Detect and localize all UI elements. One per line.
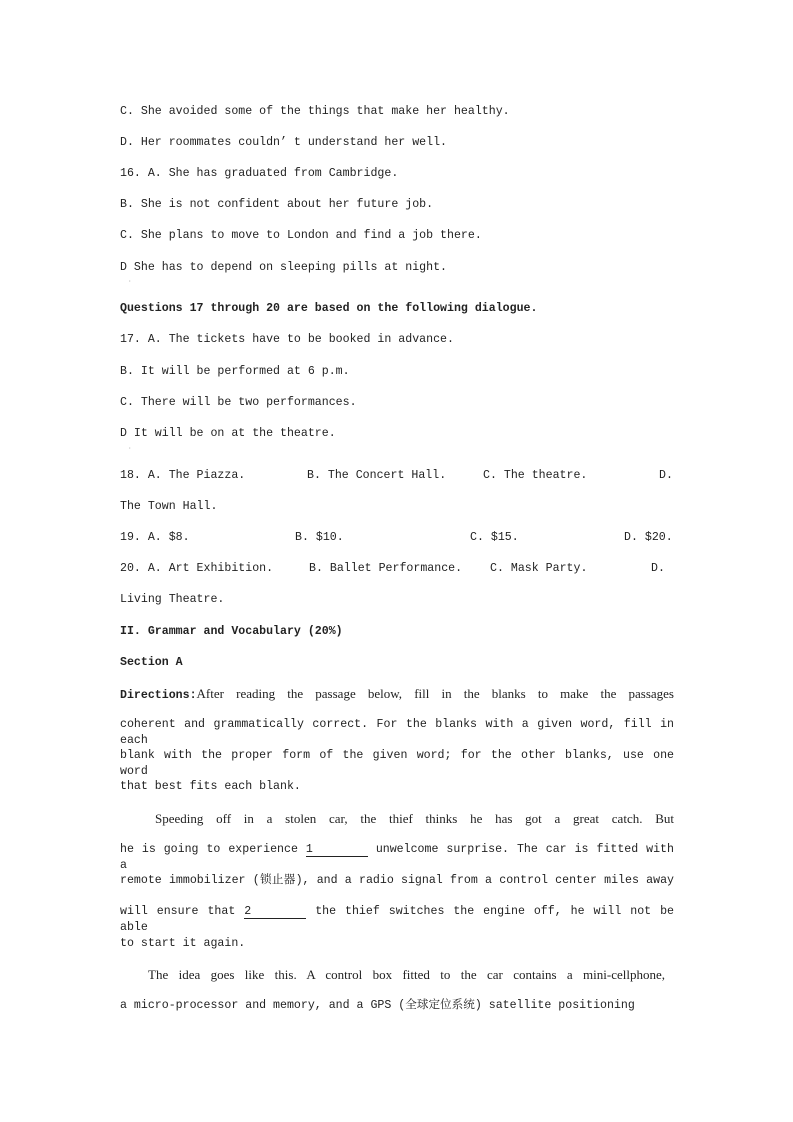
passage-line: remote immobilizer (锁止器), and a radio signal from a control center miles away — [120, 874, 674, 887]
part-heading: II. Grammar and Vocabulary (20%) — [120, 625, 343, 638]
option-17c: C. There will be two performances. — [120, 396, 357, 409]
option-18d: D. — [659, 469, 673, 482]
option-17d: D It will be on at the theatre. — [120, 427, 336, 440]
option-20a: 20. A. Art Exhibition. — [120, 562, 274, 575]
directions-line: coherent and grammatically correct. For the blanks with a given word, fill in each — [120, 718, 674, 747]
option-20b: B. Ballet Performance. — [309, 562, 463, 575]
passage-line: to start it again. — [120, 937, 246, 950]
option-18c: C. The theatre. — [483, 469, 588, 482]
directions-label: Directions: — [120, 689, 197, 702]
option-15d: D. Her roommates couldn’ t understand her well. — [120, 136, 447, 149]
directions-line: Directions:After reading the passage below, fill in the blanks to make the passages — [120, 686, 674, 702]
passage-line: he is going to experience 1 unwelcome surprise. The car is fitted with a — [120, 843, 674, 872]
passage-line: a micro-processor and memory, and a GPS (全球定位系统) satellite positioning — [120, 999, 635, 1012]
passage-line: will ensure that 2 the thief switches the engine off, he will not be able — [120, 905, 674, 934]
option-19b: B. $10. — [295, 531, 344, 544]
option-15c: C. She avoided some of the things that make her healthy. — [120, 105, 510, 118]
passage-line: The idea goes like this. A control box fitted to the car contains a mini-cellphone, — [148, 967, 665, 982]
paragraph-mark: · — [128, 445, 132, 452]
passage-line: Speeding off in a stolen car, the thief thinks he has got a great catch. But — [155, 811, 674, 826]
paragraph-mark: · — [128, 278, 132, 285]
blank-1[interactable]: 1 — [306, 843, 368, 857]
option-18b: B. The Concert Hall. — [307, 469, 447, 482]
option-17a: 17. A. The tickets have to be booked in advance. — [120, 333, 454, 346]
option-18a: 18. A. The Piazza. — [120, 469, 246, 482]
option-16d: D She has to depend on sleeping pills at night. — [120, 261, 447, 274]
option-20d: D. — [651, 562, 665, 575]
option-18d-text: The Town Hall. — [120, 500, 218, 513]
section-heading: Section A — [120, 656, 183, 669]
option-19d: D. $20. — [624, 531, 673, 544]
option-19c: C. $15. — [470, 531, 519, 544]
option-16a: 16. A. She has graduated from Cambridge. — [120, 167, 399, 180]
option-17b: B. It will be performed at 6 p.m. — [120, 365, 350, 378]
option-19a: 19. A. $8. — [120, 531, 190, 544]
option-16c: C. She plans to move to London and find a job there. — [120, 229, 482, 242]
directions-line: that best fits each blank. — [120, 780, 301, 793]
directions-line: blank with the proper form of the given word; for the other blanks, use one word — [120, 749, 674, 778]
option-20d-text: Living Theatre. — [120, 593, 225, 606]
option-16b: B. She is not confident about her future job. — [120, 198, 434, 211]
blank-2[interactable]: 2 — [244, 905, 306, 919]
dialogue-heading: Questions 17 through 20 are based on the following dialogue. — [120, 302, 538, 315]
option-20c: C. Mask Party. — [490, 562, 588, 575]
